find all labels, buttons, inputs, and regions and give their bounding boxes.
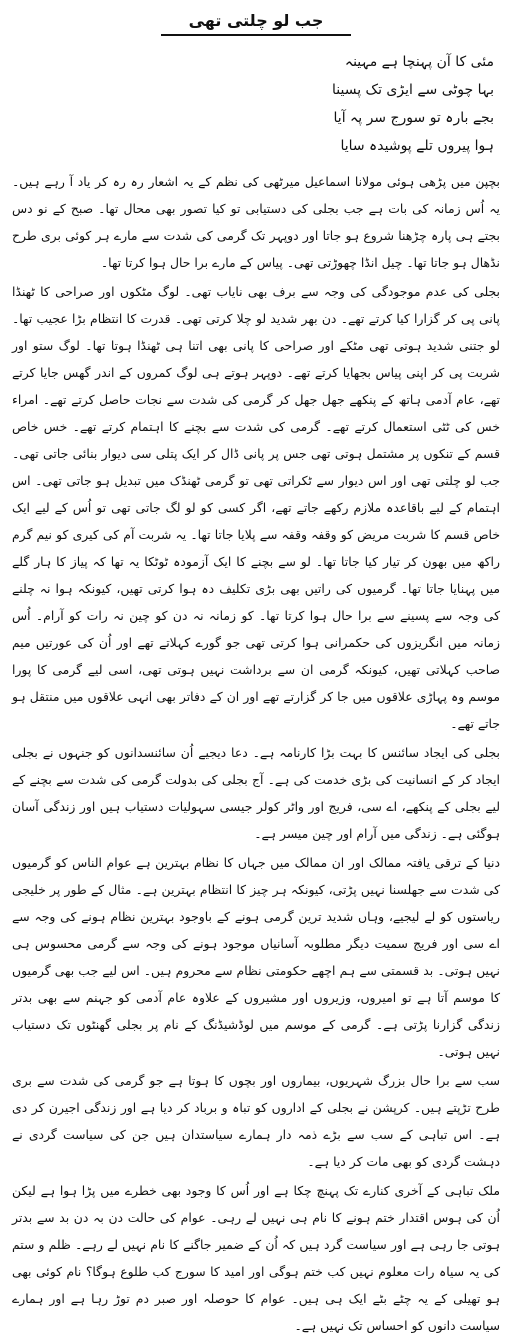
paragraph-3: بجلی کی ایجاد سائنس کا بہت بڑا کارنامہ ہے۔ دعا دیجیے اُن سائنسدانوں کو جنہوں نے بجلی ایجاد کر کے انسانیت کی بڑی خدمت کی ہے۔ آج بجلی کی بدولت گرمی کی شدت سے بچنے کے لیے بجلی کے پنکھے، اے سی، فریج اور واٹر کولر جیسی سہولیات دستیاب ہیں اور زندگی آسان ہوگئی ہے۔ زندگی میں آرام اور چین میسر ہے۔ <box>12 745 500 841</box>
paragraph-1: بچپن میں پڑھی ہوئی مولانا اسماعیل میرٹھی کی نظم کے یہ اشعار رہ رہ کر یاد آ رہے ہیں۔ یہ اُس زمانہ کی بات ہے جب بجلی کی دستیابی تو کیا تصور بھی محال تھا۔ صبح کے نو دس بجتے ہی پارہ چڑھنا شروع ہو جاتا اور دوپہر تک گرمی کی شدت سے مارے ہر کوئی بری طرح نڈھال ہو جاتا تھا۔ چیل انڈا چھوڑتی تھی۔ پیاس کے مارے برا حال ہوا کرتا تھا۔ <box>12 174 500 270</box>
poem-line-4: ہوا پیروں تلے پوشیدہ سایا <box>340 138 494 154</box>
paragraph-4: دنیا کے ترقی یافتہ ممالک اور ان ممالک میں جہاں کا نظام بہترین ہے عوام الناس کو گرمیوں کی شدت سے جھلسنا نہیں پڑتی، کیونکہ ہر چیز کا انتظام بہترین ہے۔ مثال کے طور پر خلیجی ریاستوں کو لے لیجیے، وہاں شدید ترین گرمی ہونے کے باوجود بہترین نظام ہونے کی وجہ سے اے سی اور فریج سمیت دیگر مطلوبہ آسانیاں موجود ہونے کی وجہ سے گرمی محسوس ہی نہیں ہوتی۔ بد قسمتی سے ہم اچھے حکومتی نظام سے محروم ہیں۔ اس لیے جب بھی گرمیوں کا موسم آتا ہے تو امیروں، وزیروں اور مشیروں کے علاوہ عام آدمی کو جہنم سے بھی بدتر زندگی گزارنا پڑتی ہے۔ گرمی کے موسم میں لوڈشیڈنگ کے نام پر بجلی گھنٹوں تک دستیاب نہیں ہوتی۔ <box>12 855 500 1059</box>
paragraph-6: ملک تباہی کے آخری کنارے تک پہنچ چکا ہے اور اُس کا وجود بھی خطرے میں پڑا ہوا ہے لیکن اُن کی ہوس اقتدار ختم ہونے کا نام ہی نہیں لے رہی۔ عوام کی حالت دن بہ دن بد سے بدتر ہوتی جا رہی ہے اور سیاست گرد ہیں کہ اُن کے ضمیر جاگنے کا نام نہیں لے رہے۔ ظلم و ستم کی یہ سیاہ رات معلوم نہیں کب ختم ہوگی اور امید کا سورج کب طلوع ہوگا؟ نام کوئی بھی ہو تھیلی کے یہ چٹے بٹے ایک ہی ہیں۔ عوام کا حوصلہ اور صبر دم توڑ رہا ہے اور ہمارے سیاست دانوں کو احساس تک نہیں ہے۔ <box>12 1183 500 1333</box>
paragraph-2: بجلی کی عدم موجودگی کی وجہ سے برف بھی نایاب تھی۔ لوگ مٹکوں اور صراحی کا ٹھنڈا پانی پی کر گزارا کیا کرتے تھے۔ دن بھر شدید لو چلا کرتی تھی۔ قدرت کا انتظام بڑا عجیب تھا۔ لو جتنی شدید ہوتی تھی مٹکے اور صراحی کا پانی بھی اتنا ہی ٹھنڈا ہوتا تھا۔ لوگ ستو اور شربت پی کر اپنی پیاس بجھایا کرتے تھے۔ دوپہر ہوتے ہی لوگ کمروں کے اندر گھس جایا کرتے تھے، عام آدمی ہاتھ کے پنکھے جھل جھل کر گرمی کی شدت سے نجات حاصل کرتے تھے۔ امراء خس کی ٹٹی استعمال کرتے تھے۔ گرمی کی شدت سے بچنے کا اہتمام کرتے تھے۔ خس خاص قسم کے تنکوں پر مشتمل ہوتی تھی جس پر پانی ڈال کر ایک پتلی سی دیوار بنائی جاتی تھی۔ جب لو چلتی تھی اور اس دیوار سے ٹکراتی تھی تو گرمی ٹھنڈک میں تبدیل ہو جاتی تھی۔ اس اہتمام کے لیے باقاعدہ ملازم رکھے جاتے تھے، اگر کسی کو لو لگ جاتی تھی تو اُس کے لیے ایک خاص قسم کا شربت مریض کو وقفہ وقفہ سے پلایا جاتا تھا۔ یہ شربت آم کی کیری کو نیم گرم راکھ میں بھون کر تیار کیا جاتا تھا۔ لو سے بچنے کا ایک آزمودہ ٹوٹکا یہ تھا کہ پیاز کا ہار گلے میں پہنایا جاتا تھا۔ گرمیوں کی راتیں بھی بڑی تکلیف دہ ہوا کرتی تھیں، کیونکہ ہوا نہ چلنے کی وجہ سے پسینے سے برا حال ہوا کرتا تھا۔ کو زمانہ نہ دن کو چین نہ رات کو آرام۔ اُس زمانہ میں انگریزوں کی حکمرانی ہوا کرتی تھی جو گورے کہلاتے تھے اور اُن کی عورتیں میم صاحب کہلاتی تھیں، کیونکہ گرمی ان سے برداشت نہیں ہوتی تھی، اسی لیے گرمی کا پورا موسم وہ پہاڑی علاقوں میں جا کر گزارتے تھے اور ان کے دفاتر بھی انہی علاقوں میں منتقل ہو جاتے تھے۔ <box>12 284 500 731</box>
poem-line-2: بہا چوٹی سے ایڑی تک پسینا <box>332 82 494 98</box>
paragraph-5: سب سے برا حال بزرگ شہریوں، بیماروں اور بچوں کا ہوتا ہے جو گرمی کی شدت سے بری طرح تڑپتے ہیں۔ کرپشن نے بجلی کے اداروں کو تباہ و برباد کر دیا ہے اور زندگی اجیرن کر دی ہے۔ اس تباہی کے سب سے بڑے ذمہ دار ہمارے سیاستدان ہیں جن کی سیاست گردی نے دہشت گردی کو بھی مات کر دیا ہے۔ <box>12 1073 500 1169</box>
poem-block <box>12 48 500 160</box>
poem-line-1: مئی کا آن پہنچا ہے مہینہ <box>344 54 494 70</box>
poem-line-3: بجے بارہ تو سورج سر پہ آیا <box>333 110 494 126</box>
article-title: جب لو چلتی تھی <box>188 11 324 30</box>
title-underline <box>161 34 351 36</box>
